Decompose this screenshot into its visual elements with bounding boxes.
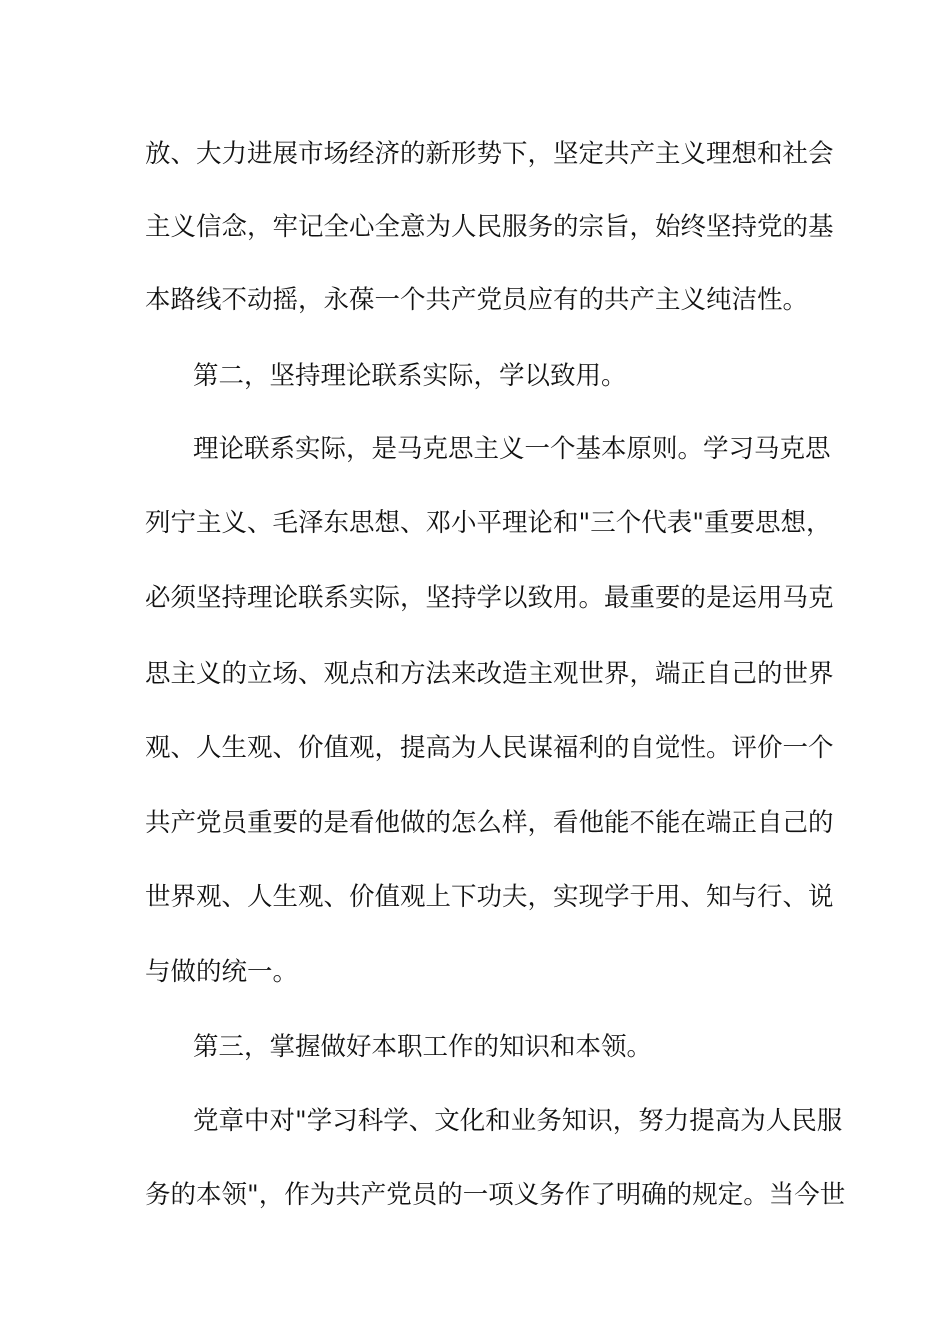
text-line: 必须坚持理论联系实际，坚持学以致用。最重要的是运用马克	[145, 583, 834, 613]
section-heading: 第二，坚持理论联系实际，学以致用。	[193, 361, 627, 391]
text-line: 理论联系实际，是马克思主义一个基本原则。学习马克思	[193, 434, 831, 464]
text-line: 本路线不动摇，永葆一个共产党员应有的共产主义纯洁性。	[145, 285, 809, 315]
text-line: 放、大力进展市场经济的新形势下，坚定共产主义理想和社会	[145, 139, 834, 169]
text-line: 观、人生观、价值观，提高为人民谋福利的自觉性。评价一个	[145, 733, 834, 763]
text-line: 与做的统一。	[145, 957, 299, 987]
text-line: 务的本领"，作为共产党员的一项义务作了明确的规定。当今世	[145, 1180, 846, 1210]
text-line: 世界观、人生观、价值观上下功夫，实现学于用、知与行、说	[145, 882, 834, 912]
text-line: 思主义的立场、观点和方法来改造主观世界，端正自己的世界	[145, 659, 834, 689]
section-heading: 第三，掌握做好本职工作的知识和本领。	[193, 1032, 653, 1062]
text-line: 共产党员重要的是看他做的怎么样，看他能不能在端正自己的	[145, 808, 834, 838]
text-line: 党章中对"学习科学、文化和业务知识，努力提高为人民服	[193, 1106, 843, 1136]
text-line: 列宁主义、毛泽东思想、邓小平理论和"三个代表"重要思想，	[145, 508, 832, 538]
text-line: 主义信念，牢记全心全意为人民服务的宗旨，始终坚持党的基	[145, 212, 834, 242]
